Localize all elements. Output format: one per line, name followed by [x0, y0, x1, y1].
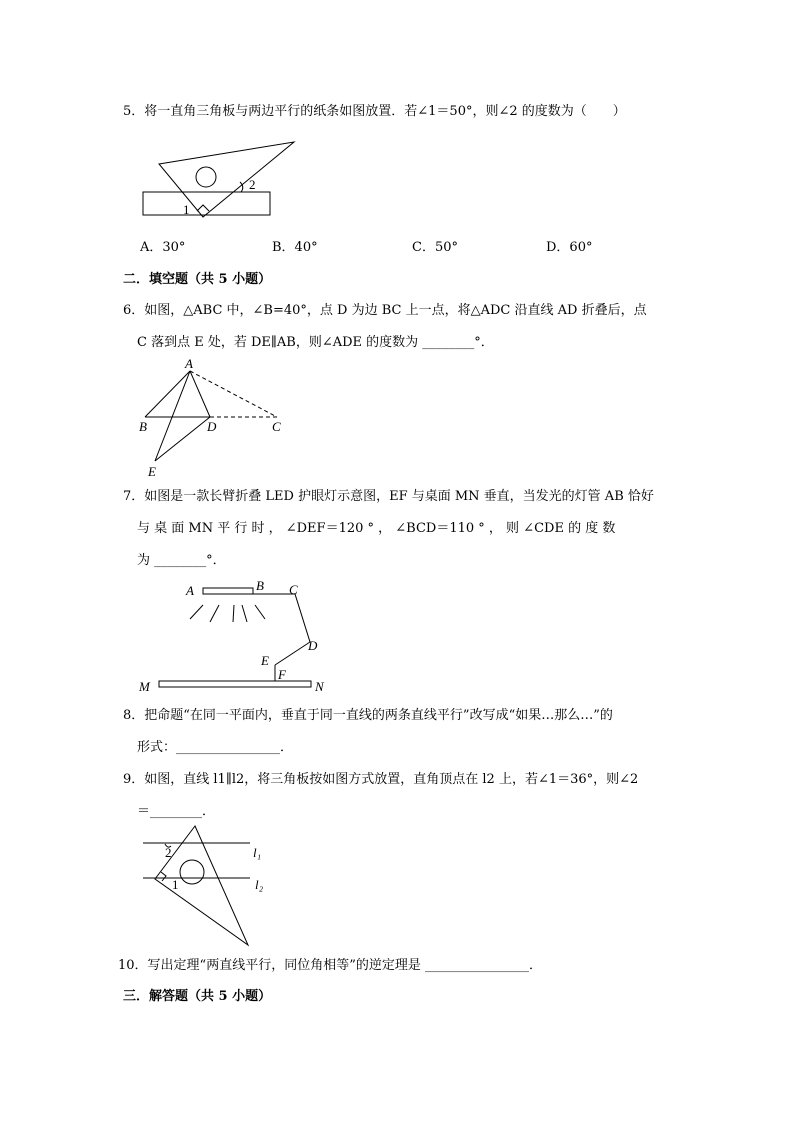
q6-figure — [135, 355, 295, 480]
q7-label-c: C — [289, 582, 298, 597]
q7-stem-line3: 为 ________°． — [137, 553, 226, 568]
q5-label-1: 1 — [183, 202, 190, 217]
q9-figure — [135, 822, 285, 947]
q5-label-2: 2 — [249, 177, 256, 192]
q5-option-c[interactable]: C．50° — [412, 240, 458, 255]
q7-stem-line1: 7．如图是一款长臂折叠 LED 护眼灯示意图，EF 与桌面 MN 垂直，当发光的灯管 AB 恰好 — [123, 489, 654, 504]
q6-label-d: D — [207, 419, 217, 434]
q5-figure — [135, 135, 305, 225]
q5-stem: 5．将一直角三角板与两边平行的纸条如图放置．若∠1＝50°，则∠2 的度数为（ ） — [123, 104, 626, 119]
q9-label-l1: l₁ — [253, 845, 262, 860]
q9-label-1: 1 — [172, 877, 179, 892]
q7-label-n: N — [315, 679, 324, 694]
q9-label-l2: l₂ — [255, 877, 264, 892]
q5-option-a[interactable]: A．30° — [140, 240, 186, 255]
q7-figure — [135, 577, 335, 697]
q6-label-b: B — [139, 419, 147, 434]
q9-stem-line2: ＝________． — [137, 804, 216, 819]
q6-label-a: A — [185, 356, 193, 371]
q7-label-f: F — [278, 667, 286, 682]
section-3-heading: 三．解答题（共 5 小题） — [123, 989, 272, 1004]
q6-stem-line1: 6．如图，△ABC 中，∠B=40°，点 D 为边 BC 上一点，将△ADC 沿直线 AD 折叠后，点 — [123, 303, 647, 318]
q9-label-2: 2 — [165, 845, 172, 860]
q5-option-b[interactable]: B．40° — [272, 240, 318, 255]
q6-label-e: E — [148, 464, 156, 479]
q5-triangle — [159, 142, 294, 217]
q9-triangle — [155, 826, 248, 945]
q8-stem-line2: 形式：________________． — [137, 740, 294, 755]
q6-label-c: C — [272, 419, 281, 434]
q7-label-a: A — [186, 583, 194, 598]
q5-option-d[interactable]: D．60° — [546, 240, 593, 255]
q10-stem: 10．写出定理“两直线平行，同位角相等”的逆定理是 ________________． — [118, 958, 542, 973]
q6-stem-line2: C 落到点 E 处，若 DE∥AB，则∠ADE 的度数为 ________°． — [137, 335, 494, 350]
q7-label-b: B — [256, 578, 264, 593]
q7-label-m: M — [139, 679, 150, 694]
q7-stem-line2: 与 桌 面 MN 平 行 时 ， ∠DEF＝120 ° ， ∠BCD＝110 ° ， 则 ∠CDE 的 度 数 — [137, 521, 616, 536]
q7-label-d: D — [308, 638, 318, 653]
q9-right-angle-mark — [161, 872, 166, 881]
q7-label-e: E — [261, 653, 269, 668]
q9-triangle-hole — [180, 860, 204, 884]
q9-stem-line1: 9．如图，直线 l1∥l2，将三角板按如图方式放置，直角顶点在 l2 上，若∠1＝36°，则∠2 — [123, 772, 639, 787]
q7-lamp-tube — [203, 588, 253, 594]
section-2-heading: 二．填空题（共 5 小题） — [123, 272, 272, 287]
q8-stem-line1: 8．把命题“在同一平面内，垂直于同一直线的两条直线平行”改写成“如果…那么…”的 — [123, 708, 613, 723]
q7-desk — [159, 681, 311, 687]
